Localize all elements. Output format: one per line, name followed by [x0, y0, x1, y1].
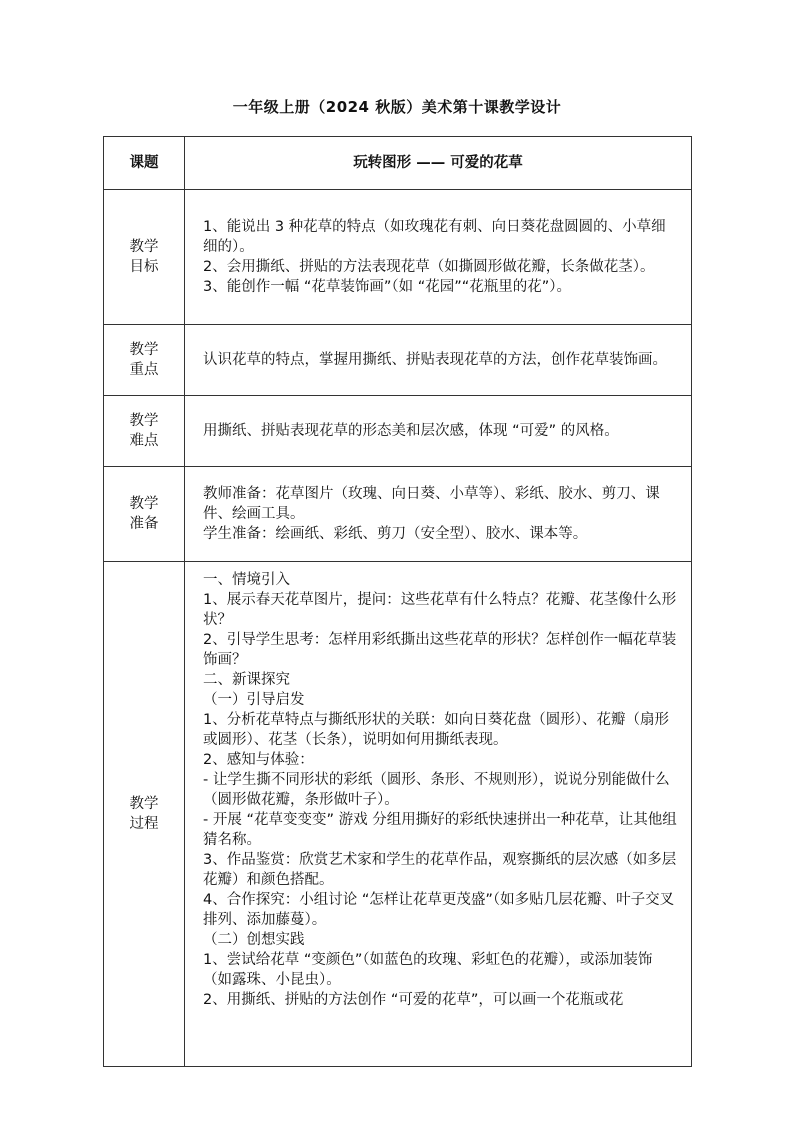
preparation-line-2: 学生准备：绘画纸、彩纸、剪刀（安全型）、胶水、课本等。	[203, 526, 588, 542]
difficulties-content	[185, 396, 692, 467]
topic-value: 玩转图形 —— 可爱的花草	[185, 137, 692, 190]
preparation-label: 教学 准备	[104, 467, 185, 562]
key-points-label: 教学 重点	[104, 325, 185, 396]
process-line-13: 1、尝试给花草 “变颜色”（如蓝色的玫瑰、彩虹色的花瓣），或添加装饰（如露珠、小昆虫）。	[203, 952, 653, 988]
process-line-8: - 让学生撕不同形状的彩纸（圆形、条形、不规则形），说说分别能做什么（圆形做花瓣，条形做叶子）。	[203, 772, 670, 808]
process-line-7: 2、感知与体验：	[203, 752, 314, 768]
table-row-difficulties	[104, 396, 692, 467]
process-line-10: 3、作品鉴赏：欣赏艺术家和学生的花草作品，观察撕纸的层次感（如多层花瓣）和颜色搭配。	[203, 852, 677, 888]
table-row-process	[104, 562, 692, 1067]
process-line-3: 2、引导学生思考：怎样用彩纸撕出这些花草的形状？怎样创作一幅花草装饰画？	[203, 632, 677, 668]
goal-line-1: 1、能说出 3 种花草的特点（如玫瑰花有刺、向日葵花盘圆圆的、小草细细的）。	[203, 219, 666, 255]
process-line-1: 一、情境引入	[203, 572, 290, 588]
table-row-preparation	[104, 467, 692, 562]
process-label: 教学 过程	[104, 562, 185, 1067]
document-title: 一年级上册（2024 秋版）美术第十课教学设计	[232, 98, 562, 116]
topic-label: 课题	[104, 137, 185, 190]
table-row-goals	[104, 190, 692, 325]
difficulty-line-1: 用撕纸、拼贴表现花草的形态美和层次感，体现 “可爱” 的风格。	[203, 423, 619, 439]
process-line-5: （一）引导启发	[203, 692, 305, 708]
key-points-content	[185, 325, 692, 396]
goals-content	[185, 190, 692, 325]
lesson-plan-table	[103, 136, 692, 1067]
process-line-6: 1、分析花草特点与撕纸形状的关联：如向日葵花盘（圆形）、花瓣（扇形或圆形）、花茎（长条），说明如何用撕纸表现。	[203, 712, 669, 748]
process-line-12: （二）创想实践	[203, 932, 305, 948]
process-line-2: 1、展示春天花草图片，提问：这些花草有什么特点？花瓣、花茎像什么形状？	[203, 592, 677, 628]
process-line-9: - 开展 “花草变变变” 游戏 分组用撕好的彩纸快速拼出一种花草，让其他组猜名称。	[203, 812, 677, 848]
goals-label: 教学 目标	[104, 190, 185, 325]
process-line-4: 二、新课探究	[203, 672, 290, 688]
preparation-line-1: 教师准备：花草图片（玫瑰、向日葵、小草等）、彩纸、胶水、剪刀、课件、绘画工具。	[203, 486, 660, 522]
preparation-content	[185, 467, 692, 562]
table-row-topic	[104, 137, 692, 190]
goal-line-2: 2、会用撕纸、拼贴的方法表现花草（如撕圆形做花瓣，长条做花茎）。	[203, 259, 655, 275]
process-content	[185, 562, 692, 1067]
difficulties-label: 教学 难点	[104, 396, 185, 467]
key-point-line-1: 认识花草的特点，掌握用撕纸、拼贴表现花草的方法，创作花草装饰画。	[203, 352, 667, 368]
goal-line-3: 3、能创作一幅 “花草装饰画”（如 “花园”“花瓶里的花”）。	[203, 279, 572, 295]
process-line-14: 2、用撕纸、拼贴的方法创作 “可爱的花草”，可以画一个花瓶或花	[203, 992, 624, 1008]
table-row-key-points	[104, 325, 692, 396]
process-line-11: 4、合作探究：小组讨论 “怎样让花草更茂盛”（如多贴几层花瓣、叶子交叉排列、添加藤蔓）。	[203, 892, 675, 928]
